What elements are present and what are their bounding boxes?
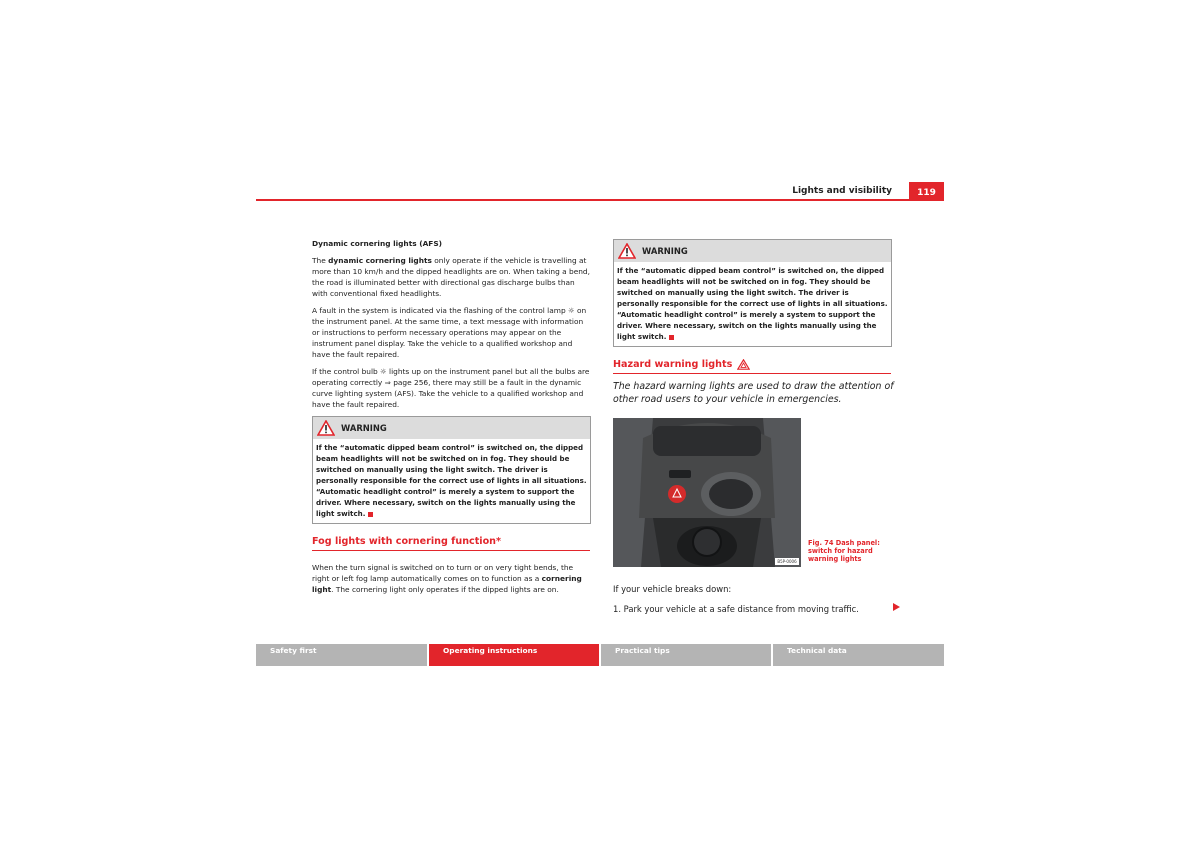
figure-code: B5P-0006 [777,559,797,564]
dash-panel-illustration [613,418,801,567]
warning-title: WARNING [341,423,387,433]
footer-tab-practical-tips[interactable]: Practical tips [601,644,771,666]
warning-header [614,240,891,262]
left-column [312,238,590,416]
paragraph-afs-fault: A fault in the system is indicated via the flashing of the control lamp ☼ on the instrument panel. At the same time, a text message with information or instructions to perform necessary operations may appear on the instrument panel display. Take the vehicle to a qualified workshop and have the fault repaired. [312,306,587,359]
paragraph-afs-intro: The dynamic cornering lights only operate if the vehicle is travelling at more than 10 km/h and the dipped headlights are on. When taking a bend, the road is illuminated better with directional gas discharge bulbs than with conventional fixed headlights. [312,256,590,298]
end-marker-icon [669,335,674,340]
paragraph-afs-bulb: If the control bulb ☼ lights up on the instrument panel but all the bulbs are operating correctly ⇒ page 256, there may still be a fault in the dynamic curve lighting system (AFS). Take the vehicle to a qualified workshop and have the fault repaired. [312,367,590,409]
dash-panel-photo [613,418,801,567]
hazard-heading: Hazard warning lights [613,359,891,374]
next-page-arrow-icon [893,603,900,611]
warning-title: WARNING [642,246,688,256]
hazard-triangle-icon [737,359,750,370]
subheading-afs: Dynamic cornering lights (AFS) [312,239,443,248]
afs-lamp-icon: ☼ [380,367,387,376]
end-marker-icon [368,512,373,517]
page-number: 119 [909,182,944,201]
warning-triangle-icon [317,420,335,436]
figure-caption: Fig. 74 Dash panel: switch for hazard warning lights [808,539,880,563]
section-title: Lights and visibility [792,186,892,196]
footer-tab-operating-instructions[interactable]: Operating instructions [429,644,599,666]
footer-tab-safety-first[interactable]: Safety first [256,644,427,666]
warning-text: If the “automatic dipped beam control” is switched on, the dipped beam headlights will not be switched on in fog. They should be switched on manually using the light switch. The driver is personally responsible for the correct use of lights in all situations. “Automatic headlight control” is merely a system to support the driver. Where necessary, switch on the lights manually using the light switch. [617,266,888,341]
warning-triangle-icon [618,243,636,259]
warning-box-left [312,416,591,524]
hazard-lead: The hazard warning lights are used to draw the attention of other road users to your vehicle in emergencies. [613,381,894,405]
step-1: 1. Park your vehicle at a safe distance from moving traffic. [613,604,859,614]
footer-tab-technical-data[interactable]: Technical data [773,644,944,666]
breakdown-text: If your vehicle breaks down: [613,584,732,594]
warning-box-right [613,239,892,347]
warning-header [313,417,590,439]
afs-lamp-icon: ☼ [568,306,575,315]
fog-lights-heading: Fog lights with cornering function* [312,536,590,551]
fog-lights-text: When the turn signal is switched on to turn or on very tight bends, the right or left fog lamp automatically comes on to function as a cornering light. The cornering light only operates if the dipped lights are on. [312,563,582,594]
warning-text: If the “automatic dipped beam control” is switched on, the dipped beam headlights will not be switched on in fog. They should be switched on manually using the light switch. The driver is personally responsible for the correct use of lights in all situations. “Automatic headlight control” is merely a system to support the driver. Where necessary, switch on the lights manually using the light switch. [316,443,587,518]
header-rule [256,199,944,201]
